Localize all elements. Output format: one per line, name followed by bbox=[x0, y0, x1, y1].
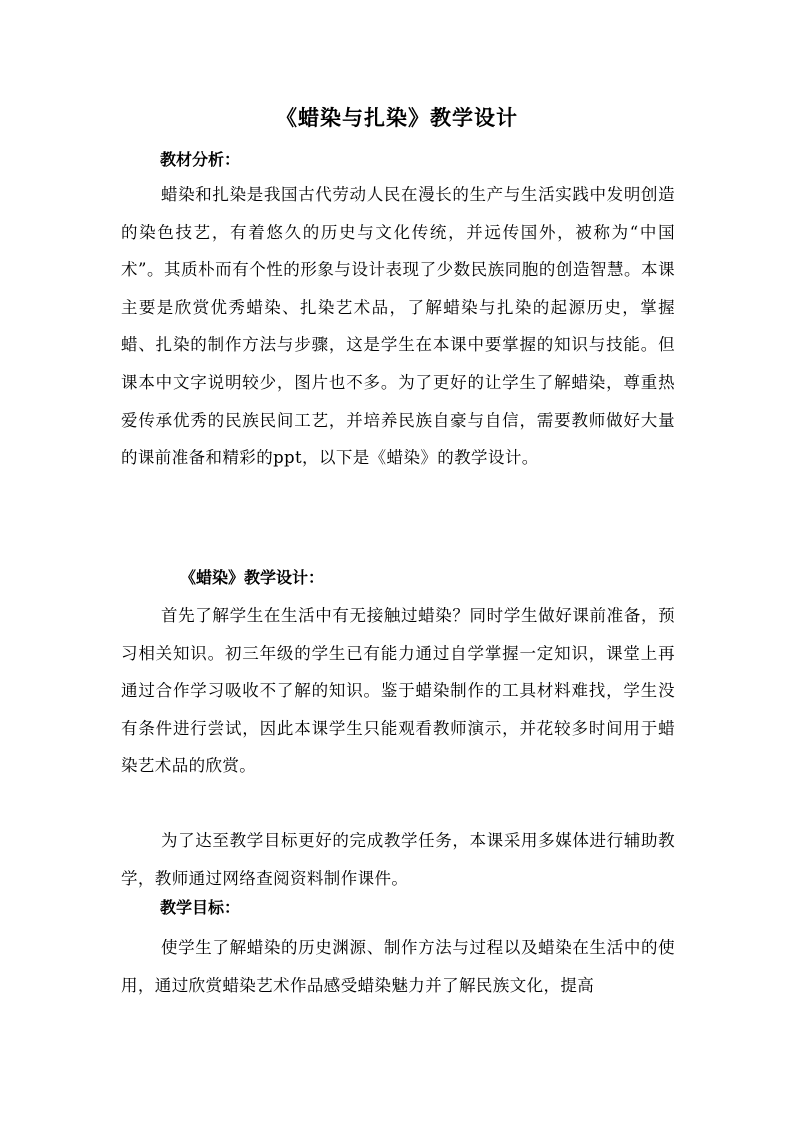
document-title: 《蜡染与扎染》教学设计 bbox=[276, 105, 518, 130]
section-heading-wax-dyeing-design: 《蜡染》教学设计： bbox=[180, 568, 325, 587]
paragraph-teaching-method: 为了达至教学目标更好的完成教学任务，本课采用多媒体进行辅助教学，教师通过网络查阅资料制作课件。 bbox=[121, 831, 675, 888]
paragraph-wax-dyeing-design: 首先了解学生在生活中有无接触过蜡染？同时学生做好课前准备，预习相关知识。初三年级的学生已有能力通过自学掌握一定知识，课堂上再通过合作学习吸收不了解的知识。鉴于蜡染制作的工具材料难找，学生没有条件进行尝试，因此本课学生只能观看教师演示，并花较多时间用于蜡染艺术品的欣赏。 bbox=[121, 606, 675, 776]
paragraph-teaching-objectives: 使学生了解蜡染的历史渊源、制作方法与过程以及蜡染在生活中的使用，通过欣赏蜡染艺术作品感受蜡染魅力并了解民族文化，提高 bbox=[121, 938, 675, 995]
section-heading-teaching-objectives: 教学目标： bbox=[160, 898, 241, 917]
section-heading-textbook-analysis: 教材分析： bbox=[160, 150, 241, 169]
paragraph-textbook-analysis: 蜡染和扎染是我国古代劳动人民在漫长的生产与生活实践中发明创造的染色技艺，有着悠久的历史与文化传统，并远传国外，被称为“中国术”。其质朴而有个性的形象与设计表现了少数民族同胞的创造智慧。本课主要是欣赏优秀蜡染、扎染艺术品，了解蜡染与扎染的起源历史，掌握蜡、扎染的制作方法与步骤，这是学生在本课中要掌握的知识与技能。但课本中文字说明较少，图片也不多。为了更好的让学生了解蜡染，尊重热爱传承优秀的民族民间工艺，并培养民族自豪与自信，需要教师做好大量的课前准备和精彩的ppt，以下是《蜡染》的教学设计。 bbox=[121, 185, 675, 468]
